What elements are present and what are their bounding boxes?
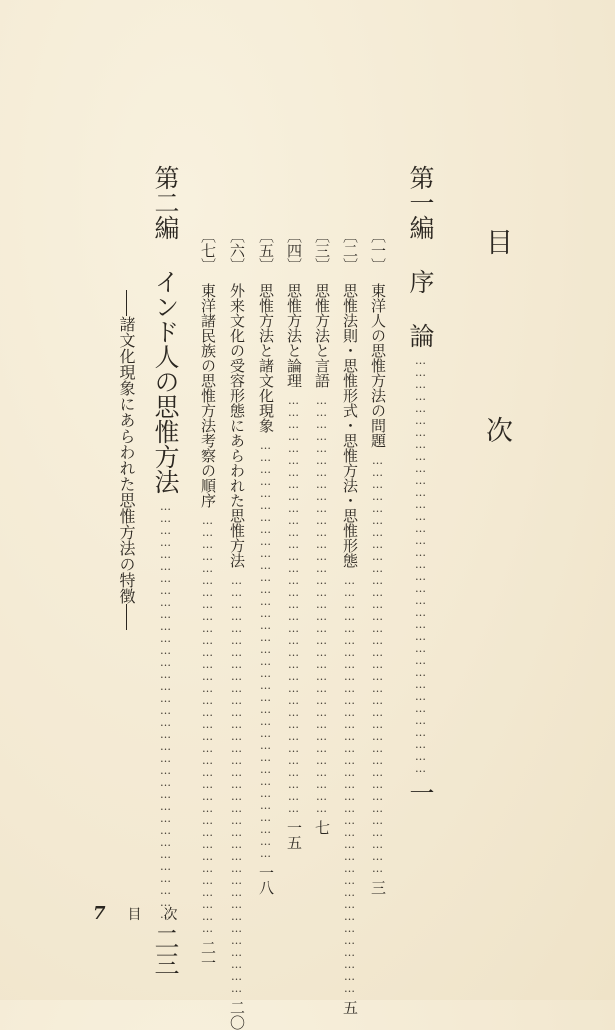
leader-dots: …………………………………………………………………………………………… <box>315 394 328 814</box>
entry-number: 〔六〕 <box>228 228 246 273</box>
part2-heading: 第二編 インド人の思惟方法 <box>151 165 180 494</box>
toc-entry-1 <box>369 0 387 895</box>
dash-close <box>126 604 127 630</box>
entry-page: 一五 <box>285 820 303 850</box>
toc-title: 目 次 <box>481 228 512 508</box>
toc-entry-5 <box>257 0 275 895</box>
entry-page: 三 <box>369 880 387 895</box>
part1-heading: 第一編 序 論 <box>406 165 435 348</box>
part1-page: 一 <box>406 780 435 805</box>
entry-page: 二一 <box>199 940 217 970</box>
entry-page: 五 <box>341 1000 359 1015</box>
leader-dots: …………………………………………………………………………………………… <box>259 439 272 859</box>
leader-dots: …………………………………………………………………………………………… <box>230 574 243 994</box>
entry-title: 思惟方法と論理 <box>285 283 303 388</box>
entry-number: 〔二〕 <box>341 228 359 273</box>
toc-entry-6 <box>228 0 246 1030</box>
leader-dots: …………………………………………………………………………………………… <box>201 514 214 934</box>
entry-number: 〔四〕 <box>285 228 303 273</box>
running-header: 目次 <box>127 907 200 923</box>
part2-subtitle-line <box>118 290 134 630</box>
toc-entry-7 <box>199 0 217 970</box>
leader-dots: …………………………………………………………………………………………… <box>343 574 356 994</box>
entry-title: 思惟方法と諸文化現象 <box>257 283 275 433</box>
part1-heading-line <box>406 0 435 805</box>
entry-number: 〔七〕 <box>199 228 217 273</box>
entry-page: 一八 <box>257 865 275 895</box>
leader-dots: …………………………………………………………………………………………… <box>159 500 172 920</box>
part2-subtitle: 諸文化現象にあらわれた思惟方法の特徴 <box>117 316 136 604</box>
entry-title: 外来文化の受容形態にあらわれた思惟方法 <box>228 283 246 568</box>
page-number: 7 <box>93 903 106 924</box>
toc-entry-4 <box>285 0 303 850</box>
leader-dots: …………………………………………………………………………………………… <box>287 394 300 814</box>
leader-dots: …………………………………………………………………………………………… <box>414 354 427 774</box>
entry-page: 七 <box>313 820 331 835</box>
leader-dots: …………………………………………………………………………………………… <box>371 454 384 874</box>
toc-entry-2 <box>341 0 359 1015</box>
part2-page: 二三 <box>151 926 180 976</box>
entry-number: 〔一〕 <box>369 228 387 273</box>
entry-number: 〔三〕 <box>313 228 331 273</box>
entry-title: 東洋諸民族の思惟方法考察の順序 <box>199 283 217 508</box>
toc-entry-3 <box>313 0 331 835</box>
dash-open <box>126 290 127 316</box>
entry-title: 東洋人の思惟方法の問題 <box>369 283 387 448</box>
part2-heading-line <box>151 0 180 976</box>
entry-page: 二〇 <box>228 1000 246 1030</box>
entry-number: 〔五〕 <box>257 228 275 273</box>
page-footer <box>93 905 200 923</box>
entry-title: 思惟方法と言語 <box>313 283 331 388</box>
entry-title: 思惟法則・思惟形式・思惟方法・思惟形態 <box>341 283 359 568</box>
